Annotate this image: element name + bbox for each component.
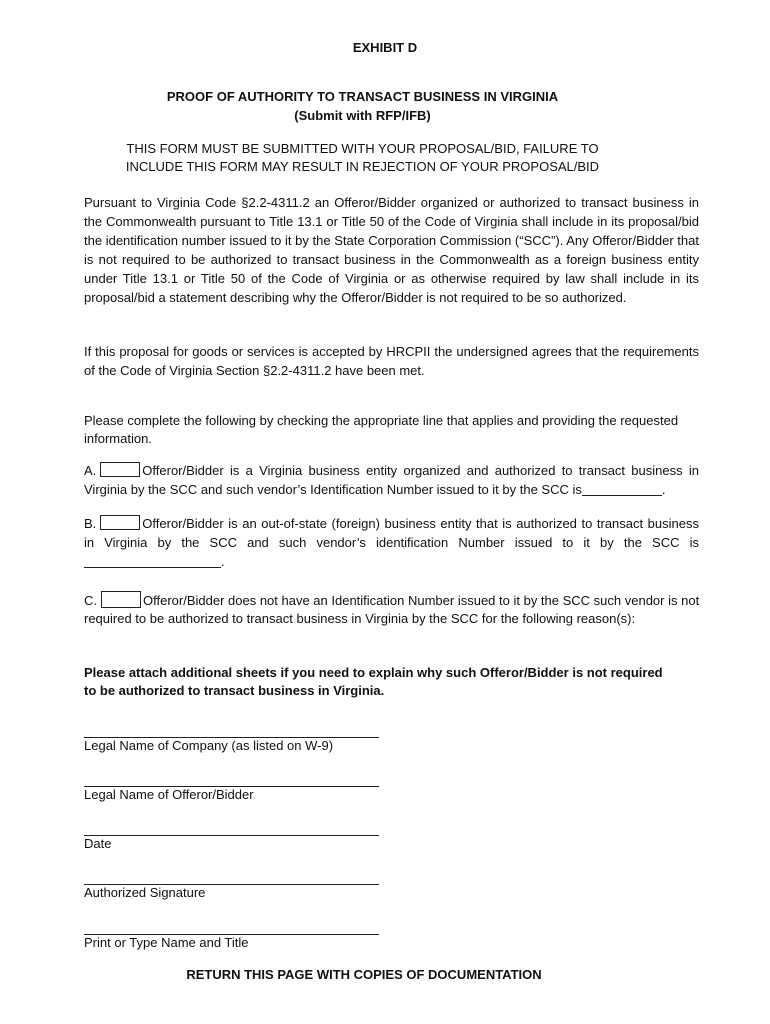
date-line[interactable] [84, 835, 379, 836]
form-subtitle: (Submit with RFP/IFB) [294, 108, 431, 123]
warning-line-2: INCLUDE THIS FORM MAY RESULT IN REJECTION OF YOUR PROPOSAL/BID [125, 159, 600, 174]
option-b-id-field[interactable] [84, 555, 221, 568]
authority-paragraph: Pursuant to Virginia Code §2.2-4311.2 an Offeror/Bidder organized or authorized to transact business in the Commonwealth pursuant to Title 13.1 or Title 50 of the Code of Virginia shall include in its proposal/bid the identification number issued to it by the State Corporation Commission (“SCC”). Any Offeror/Bidder that is not required to be authorized to transact business in the Commonwealth as a foreign business entity under Title 13.1 or Title 50 of the Code of Virginia or as otherwise required by law shall include in its proposal/bid a statement describing why the Offeror/Bidder is not required to be so authorized. [84, 195, 699, 305]
company-name-label: Legal Name of Company (as listed on W-9) [84, 738, 334, 753]
print-name-label: Print or Type Name and Title [84, 935, 249, 950]
offeror-name-label: Legal Name of Offeror/Bidder [84, 787, 254, 802]
option-a-checkbox[interactable] [100, 462, 140, 477]
option-c-letter: C. [84, 593, 97, 608]
option-b-text: Offeror/Bidder is an out-of-state (foreign) business entity that is authorized to transact business in Virginia by the SCC and such vendor’s identification Number issued to it by the SCC is [84, 516, 699, 550]
option-c-text: Offeror/Bidder does not have an Identification Number issued to it by the SCC such vendor is not required to be authorized to transact business in Virginia by the SCC for the following reason(s): [84, 593, 700, 626]
option-a-letter: A. [84, 463, 97, 478]
signature-label: Authorized Signature [84, 885, 206, 900]
warning-line-1: THIS FORM MUST BE SUBMITTED WITH YOUR PROPOSAL/BID, FAILURE TO [126, 141, 599, 156]
instructions-paragraph: Please complete the following by checking the appropriate line that applies and providing the requested information. [84, 413, 679, 446]
option-c [84, 591, 704, 628]
option-c-checkbox[interactable] [101, 591, 141, 608]
option-b-checkbox[interactable] [100, 515, 140, 530]
attach-note: Please attach additional sheets if you need to explain why such Offeror/Bidder is not required to be authorized to transact business in Virginia. [84, 665, 663, 698]
acceptance-paragraph: If this proposal for goods or services is accepted by HRCPII the undersigned agrees that the requirements of the Code of Virginia Section §2.2-4311.2 have been met. [84, 344, 699, 378]
option-a-period: . [661, 482, 666, 497]
option-a [84, 461, 699, 499]
date-label: Date [84, 836, 112, 851]
option-a-text: Offeror/Bidder is a Virginia business entity organized and authorized to transact business in Virginia by the SCC and such vendor’s Identification Number issued to it by the SCC is [84, 463, 699, 497]
form-title: PROOF OF AUTHORITY TO TRANSACT BUSINESS IN VIRGINIA [166, 89, 559, 104]
exhibit-title: EXHIBIT D [352, 40, 418, 55]
option-a-id-field[interactable] [582, 483, 662, 496]
footer-instruction: RETURN THIS PAGE WITH COPIES OF DOCUMENTATION [186, 967, 542, 982]
option-b-letter: B. [84, 516, 97, 531]
option-b [84, 514, 699, 571]
option-b-period: . [221, 554, 225, 569]
